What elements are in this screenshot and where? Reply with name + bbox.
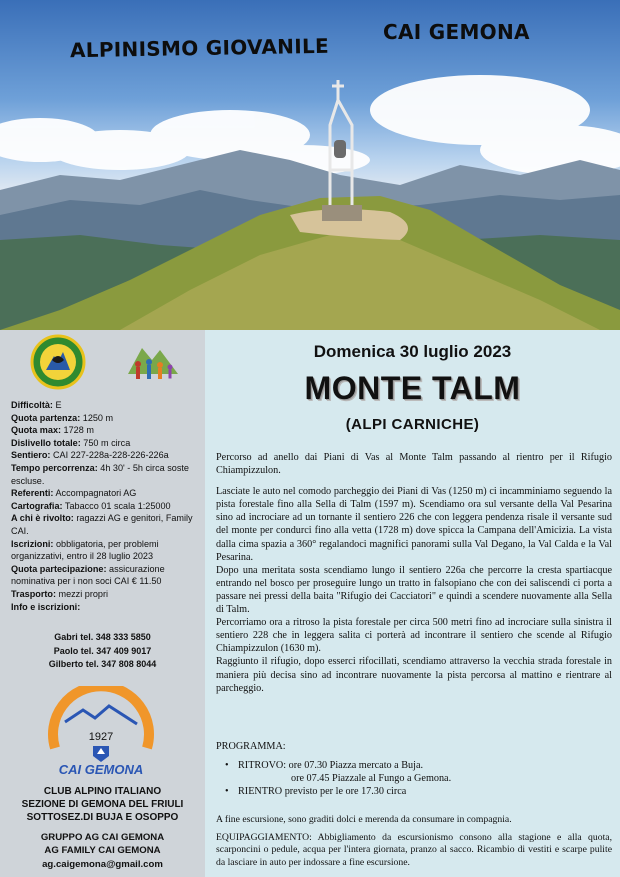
info-row-cartografia: Cartografia: Tabacco 01 scala 1:25000 (11, 500, 171, 511)
info-row-sentiero: Sentiero: CAI 227-228a-228-226-226a (11, 450, 169, 461)
program-ritrovo: • RITROVO: ore 07.30 Piazza mercato a Buja. (216, 759, 612, 772)
paragraph-4: Raggiunto il rifugio, dopo esserci rifocillati, scendiamo attraverso la vecchia strada forestale in maniera più decisa sino ad incontrare nuovamente la pista percorsa al mattino e rientrare al parcheggio. (216, 656, 612, 694)
info-row-difficolta: Difficoltà: E (11, 400, 62, 410)
club-line-2: SEZIONE DI GEMONA DEL FRIULI (21, 799, 184, 810)
logo-year: 1927 (88, 731, 114, 743)
group-name (0, 832, 205, 857)
program-rientro: • RIENTRO previsto per le ore 17.30 circa (216, 785, 612, 798)
note-equipaggiamento: EQUIPAGGIAMENTO: Abbigliamento da escursionismo consono alla stagione e alla quota, scarponcini o pedule, acqua per l'intera giornata, pranzo al sacco. Ricambio di vestiti e scarpe pulite da lasciare in auto per indossare a fine escursione. (216, 831, 612, 868)
info-row-quota-partenza: Quota partenza: 1250 m (11, 412, 114, 423)
club-line-1: CLUB ALPINO ITALIANO (43, 786, 162, 797)
logo-mountain-line (65, 706, 137, 724)
footer-notes (216, 814, 612, 874)
paragraph-3: Percorriamo ora a ritroso la pista forestale per circa 500 metri fino ad incrociare sulla sinistra il sentiero 228 che in leggera salita ci porterà ad incontrare il sentiero che scende al Rifugio Chiampizzulon (1630 m). (216, 617, 612, 655)
contact-gilberto: Gilberto tel. 347 808 8044 (48, 659, 157, 669)
info-row-iscrizioni: Iscrizioni: obbligatoria, per problemi organizzativi, entro il 28 luglio 2023 (11, 538, 159, 562)
logo-name: CAI GEMONA (58, 762, 144, 777)
info-row-info-iscrizioni: Info e iscrizioni: (11, 601, 81, 612)
cai-gemona-logo (45, 686, 157, 778)
club-name (0, 785, 205, 824)
contact-list (0, 631, 205, 672)
paragraph-2: Dopo una meritata sosta scendiamo lungo il sentiero 226a che percorre la cresta spartiacque entrando nel bosco per proseguire lungo un tratto in falsopiano che con dei saliscendi ci porta a passare nei pressi della baita "Rifugio dei Cacciatori" e quindi a scendere nuovamente alla Sella di Talm. (216, 564, 612, 616)
program-ritrovo-2: ore 07.45 Piazzale al Fungo a Gemona. (291, 773, 452, 785)
cai-emblem-icon (32, 336, 84, 388)
note-merenda: A fine escursione, sono graditi dolci e merenda da consumare in compagnia. (216, 814, 512, 825)
event-date: Domenica 30 luglio 2023 (313, 342, 512, 361)
program-section (216, 740, 612, 798)
hero-photo (0, 0, 620, 330)
paragraph-1: Lasciate le auto nel comodo parcheggio dei Piani di Vas (1250 m) ci incamminiamo seguendo la pista forestale fino alla Sella di Talm (1597 m). Scendiamo ora sul versante della Val Pesarina sino ad incrociare ad un tornante il sentiero 226 che con leggera pendenza risale il versante sud del monte per condurci fino alla vetta (1728 m) dove spicca la Campana dell'Amicizia. La vista dalla cima spazia a 360° regalandoci magnifici panorami sulla Val Degano, la Val Calda e la Val Pesarina. (216, 486, 612, 563)
info-row-quota-partecipazione: Quota partecipazione: assicurazione nominativa per i non soci CAI € 11.50 (11, 563, 165, 587)
contact-email[interactable]: ag.caigemona@gmail.com (42, 859, 163, 870)
description (216, 451, 612, 695)
hero-title-cai-gemona: CAI GEMONA (383, 20, 530, 44)
sidebar (0, 330, 205, 877)
contact-paolo: Paolo tel. 347 409 9017 (53, 645, 152, 656)
info-row-tempo: Tempo percorrenza: 4h 30' - 5h circa soste escluse. (11, 462, 189, 486)
group-line-1: GRUPPO AG CAI GEMONA (40, 832, 165, 843)
main-content (205, 330, 620, 877)
sidebar-logos (0, 330, 205, 390)
intro-paragraph: Percorso ad anello dai Piani di Vas al Monte Talm passando al rientro per il Rifugio Chiampizzulon. (216, 452, 612, 477)
info-row-quota-max: Quota max: 1728 m (11, 425, 94, 436)
club-line-3: SOTTOSEZ.DI BUJA E OSOPPO (26, 812, 179, 823)
event-title: MONTE TALM (304, 370, 521, 406)
group-line-2: AG FAMILY CAI GEMONA (44, 844, 161, 856)
hero-title-alpinismo: ALPINISMO GIOVANILE (69, 33, 330, 63)
info-row-dislivello: Dislivello totale: 750 m circa (11, 437, 131, 448)
family-hikers-icon (128, 348, 178, 379)
program-title: PROGRAMMA: (216, 741, 286, 752)
trip-info-list (11, 399, 201, 613)
contact-gabri: Gabri tel. 348 333 5850 (54, 632, 151, 642)
event-subtitle: (ALPI CARNICHE) (345, 416, 480, 433)
info-row-destinatari: A chi è rivolto: ragazzi AG e genitori, Family CAI. (11, 513, 193, 536)
info-row-referenti: Referenti: Accompagnatori AG (11, 488, 137, 499)
info-row-trasporto: Trasporto: mezzi propri (11, 588, 109, 599)
